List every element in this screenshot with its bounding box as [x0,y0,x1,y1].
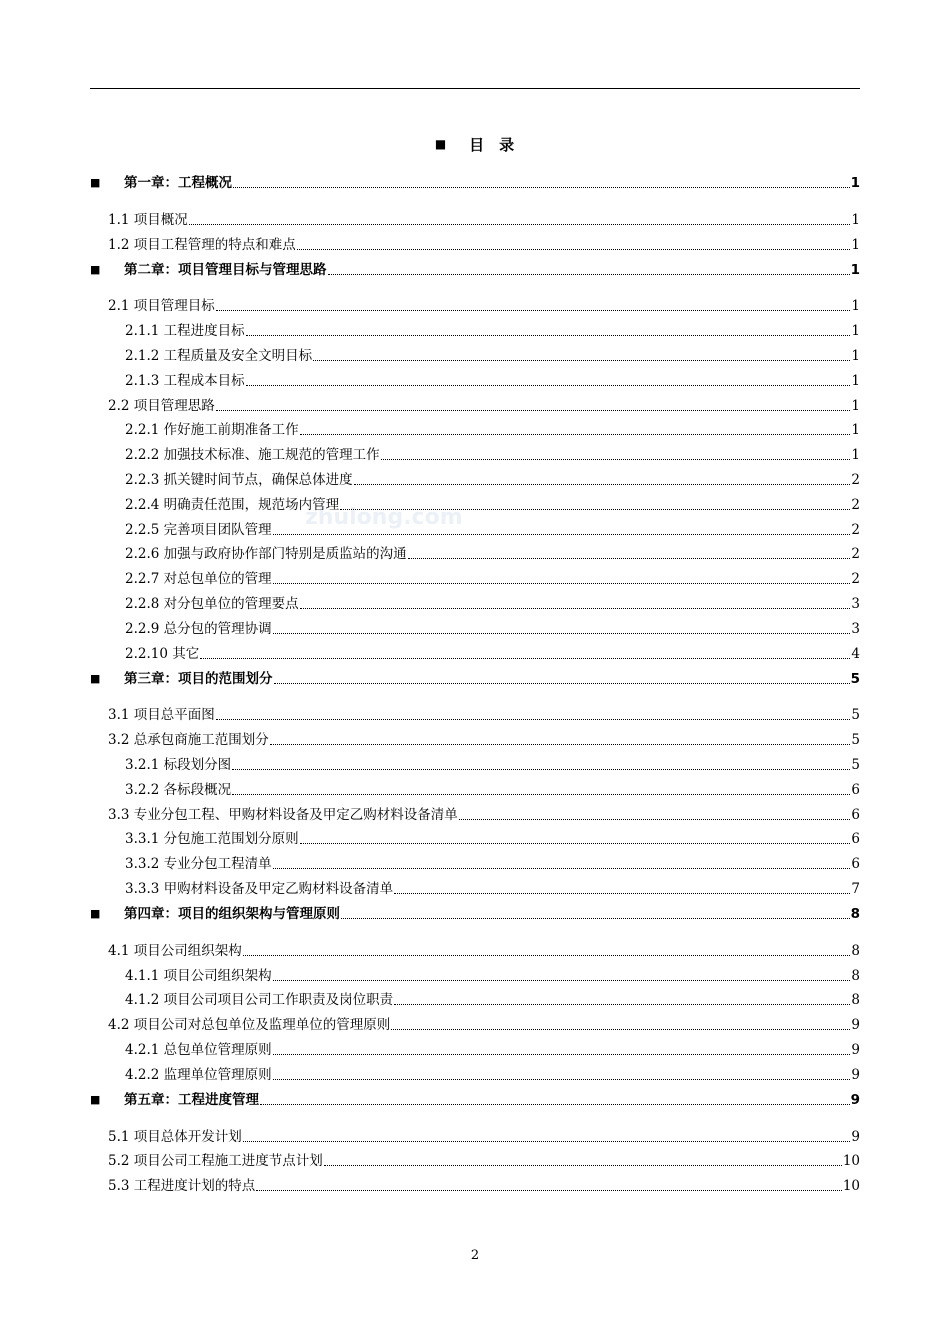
toc-entry[interactable] [90,825,860,850]
toc-entry[interactable] [90,1122,860,1147]
toc-entry-label: 2.1 项目管理目标 [108,298,215,315]
dot-leader [233,187,850,188]
dot-leader [246,335,851,336]
dot-leader [273,583,851,584]
dot-leader [273,633,851,634]
toc-entry-page: 1 [851,347,860,364]
toc-entry[interactable] [90,490,860,515]
toc-entry-page: 9 [851,1128,860,1145]
dot-leader [300,608,851,609]
dot-leader [297,249,851,250]
toc-entry[interactable] [90,775,860,800]
toc-entry-page: 5 [851,732,860,749]
square-bullet-icon: ■ [434,137,448,151]
toc-entry-page: 6 [851,806,860,823]
toc-entry-page: 1 [851,298,860,315]
dot-leader [273,1079,851,1080]
toc-entry[interactable] [90,589,860,614]
toc-entry-page: 1 [850,261,860,278]
square-bullet-icon: ■ [90,906,101,920]
dot-leader [391,1029,850,1030]
toc-entry[interactable] [90,416,860,441]
toc-entry[interactable] [90,1147,860,1172]
toc-entry-page: 1 [851,447,860,464]
toc-entry-page: 2 [851,571,860,588]
toc-entry-label: 3.3 专业分包工程、甲购材料设备及甲定乙购材料设备清单 [108,806,458,823]
toc-entry[interactable] [90,391,860,416]
watermark: zhulong.com [305,505,463,530]
toc-entry-page: 5 [851,756,860,773]
toc-title-char-1: 目 [469,136,486,154]
toc-entry-page: 6 [851,781,860,798]
toc-entry[interactable] [90,800,860,825]
toc-entry[interactable] [90,316,860,341]
toc-entry-label: 2.2 项目管理思路 [108,397,215,414]
dot-leader [243,955,851,956]
toc-entry-page: 6 [851,831,860,848]
dot-leader [216,719,851,720]
dot-leader [232,794,850,795]
toc-entry-label: 3.3.2 专业分包工程清单 [125,856,272,873]
toc-entry[interactable] [90,986,860,1011]
dot-leader [243,1141,851,1142]
toc-entry[interactable] [90,849,860,874]
toc-entry[interactable] [90,515,860,540]
toc-entry-label: 1.1 项目概况 [108,211,188,228]
toc-entry-page: 1 [851,372,860,389]
toc-entry[interactable] [90,1060,860,1085]
toc-entry-label: 4.1 项目公司组织架构 [108,942,242,959]
toc-entry-label: 第一章：工程概况 [124,175,232,191]
toc-entry-label: 2.2.8 对分包单位的管理要点 [125,595,299,612]
square-bullet-icon: ■ [90,1092,101,1106]
toc-entry-label: 2.2.5 完善项目团队管理 [125,521,272,538]
toc-entry-label: 3.3.3 甲购材料设备及甲定乙购材料设备清单 [125,880,394,897]
toc-entry-page: 2 [851,496,860,513]
toc-entry-page: 1 [851,323,860,340]
toc-entry[interactable] [90,465,860,490]
toc-entry-page: 10 [842,1178,860,1195]
toc-entry[interactable] [90,614,860,639]
square-bullet-icon: ■ [90,176,101,189]
toc-entry[interactable] [90,292,860,317]
toc-entry-label: 1.2 项目工程管理的特点和难点 [108,236,296,253]
toc-chapter-entry[interactable] [90,902,860,924]
dot-leader [354,484,851,485]
toc-entry[interactable] [90,936,860,961]
toc-entry-page: 6 [851,856,860,873]
toc-entry-page: 4 [851,645,860,662]
dot-leader [274,683,850,684]
dot-leader [246,385,851,386]
toc-entry-page: 1 [851,422,860,439]
toc-entry-label: 2.2.7 对总包单位的管理 [125,571,272,588]
toc-entry-label: 2.1.2 工程质量及安全文明目标 [125,347,313,364]
table-of-contents [90,168,860,1196]
toc-chapter-entry[interactable] [90,171,860,193]
toc-entry[interactable] [90,750,860,775]
dot-leader [300,434,851,435]
dot-leader [341,918,850,919]
dot-leader [273,980,851,981]
toc-entry-label: 4.1.2 项目公司项目公司工作职责及岗位职责 [125,992,394,1009]
toc-title-char-2: 录 [499,136,516,154]
toc-entry-label: 4.2.1 总包单位管理原则 [125,1041,272,1058]
toc-entry-page: 8 [851,967,860,984]
square-bullet-icon: ■ [90,262,101,276]
toc-entry-page: 7 [851,880,860,897]
toc-entry-page: 9 [851,1017,860,1034]
toc-entry-label: 5.3 工程进度计划的特点 [108,1178,256,1195]
toc-chapter-entry[interactable] [90,258,860,280]
toc-entry-page: 1 [850,175,860,191]
toc-entry-label: 2.1.3 工程成本目标 [125,372,245,389]
dot-leader [394,1004,850,1005]
dot-leader [200,658,850,659]
toc-entry[interactable] [90,440,860,465]
toc-entry-page: 2 [851,546,860,563]
dot-leader [273,868,851,869]
toc-entry-label: 2.2.6 加强与政府协作部门特别是质监站的沟通 [125,546,407,563]
toc-entry[interactable] [90,341,860,366]
toc-entry-label: 3.2 总承包商施工范围划分 [108,732,269,749]
toc-entry-page: 5 [850,670,860,687]
toc-entry-label: 2.2.3 抓关键时间节点，确保总体进度 [125,471,353,488]
dot-leader [408,558,851,559]
toc-entry[interactable] [90,1035,860,1060]
toc-title [0,134,950,155]
toc-entry-label: 2.2.9 总分包的管理协调 [125,620,272,637]
dot-leader [328,274,850,275]
toc-entry-page: 5 [851,707,860,724]
dot-leader [216,310,851,311]
toc-entry[interactable] [90,725,860,750]
toc-entry[interactable] [90,1171,860,1196]
toc-entry-label: 3.3.1 分包施工范围划分原则 [125,831,299,848]
toc-entry-label: 4.1.1 项目公司组织架构 [125,967,272,984]
toc-entry-page: 8 [851,992,860,1009]
square-bullet-icon: ■ [90,671,101,685]
dot-leader [232,769,850,770]
dot-leader [381,459,851,460]
toc-entry-page: 3 [851,595,860,612]
toc-entry-label: 4.2 项目公司对总包单位及监理单位的管理原则 [108,1017,391,1034]
toc-entry-label: 2.2.1 作好施工前期准备工作 [125,422,299,439]
page-number: 2 [470,1248,480,1263]
dot-leader [256,1190,842,1191]
dot-leader [216,410,851,411]
dot-leader [340,509,850,510]
toc-entry-label: 5.2 项目公司工程施工进度节点计划 [108,1153,323,1170]
toc-entry[interactable] [90,639,860,664]
toc-entry-page: 9 [850,1091,860,1108]
toc-entry[interactable] [90,205,860,230]
toc-entry-label: 3.2.1 标段划分图 [125,756,232,773]
dot-leader [273,534,851,535]
toc-entry-page: 1 [851,397,860,414]
toc-entry[interactable] [90,540,860,565]
toc-entry-page: 1 [851,211,860,228]
dot-leader [273,1054,851,1055]
toc-entry[interactable] [90,564,860,589]
toc-entry-page: 2 [851,471,860,488]
dot-leader [270,744,851,745]
dot-leader [394,893,850,894]
toc-chapter-entry[interactable] [90,667,860,689]
toc-entry-page: 3 [851,620,860,637]
toc-entry-label: 3.2.2 各标段概况 [125,781,232,798]
toc-entry-label: 第四章：项目的组织架构与管理原则 [124,905,340,922]
toc-entry-page: 9 [851,1066,860,1083]
toc-entry-page: 8 [850,905,860,922]
toc-chapter-entry[interactable] [90,1088,860,1110]
toc-entry-label: 3.1 项目总平面图 [108,707,215,724]
toc-entry[interactable] [90,366,860,391]
dot-leader [260,1104,850,1105]
toc-entry-page: 2 [851,521,860,538]
dot-leader [324,1165,842,1166]
toc-entry-label: 2.2.4 明确责任范围，规范场内管理 [125,496,340,513]
toc-entry-label: 4.2.2 监理单位管理原则 [125,1066,272,1083]
toc-entry-page: 8 [851,942,860,959]
toc-entry-page: 1 [851,236,860,253]
toc-entry-label: 第三章：项目的范围划分 [124,670,273,687]
toc-entry-label: 2.2.2 加强技术标准、施工规范的管理工作 [125,447,380,464]
toc-entry-label: 第五章：工程进度管理 [124,1091,259,1108]
toc-entry-label: 2.2.10 其它 [125,645,200,662]
toc-entry-label: 第二章：项目管理目标与管理思路 [124,261,327,278]
toc-entry[interactable] [90,701,860,726]
toc-entry-page: 10 [842,1153,860,1170]
toc-entry[interactable] [90,961,860,986]
toc-entry-page: 9 [851,1041,860,1058]
dot-leader [189,224,851,225]
toc-entry[interactable] [90,1010,860,1035]
toc-entry[interactable] [90,230,860,255]
toc-entry-label: 5.1 项目总体开发计划 [108,1128,242,1145]
dot-leader [300,843,851,844]
dot-leader [459,819,851,820]
header-rule [90,88,860,89]
dot-leader [313,360,850,361]
toc-entry-label: 2.1.1 工程进度目标 [125,323,245,340]
toc-entry[interactable] [90,874,860,899]
